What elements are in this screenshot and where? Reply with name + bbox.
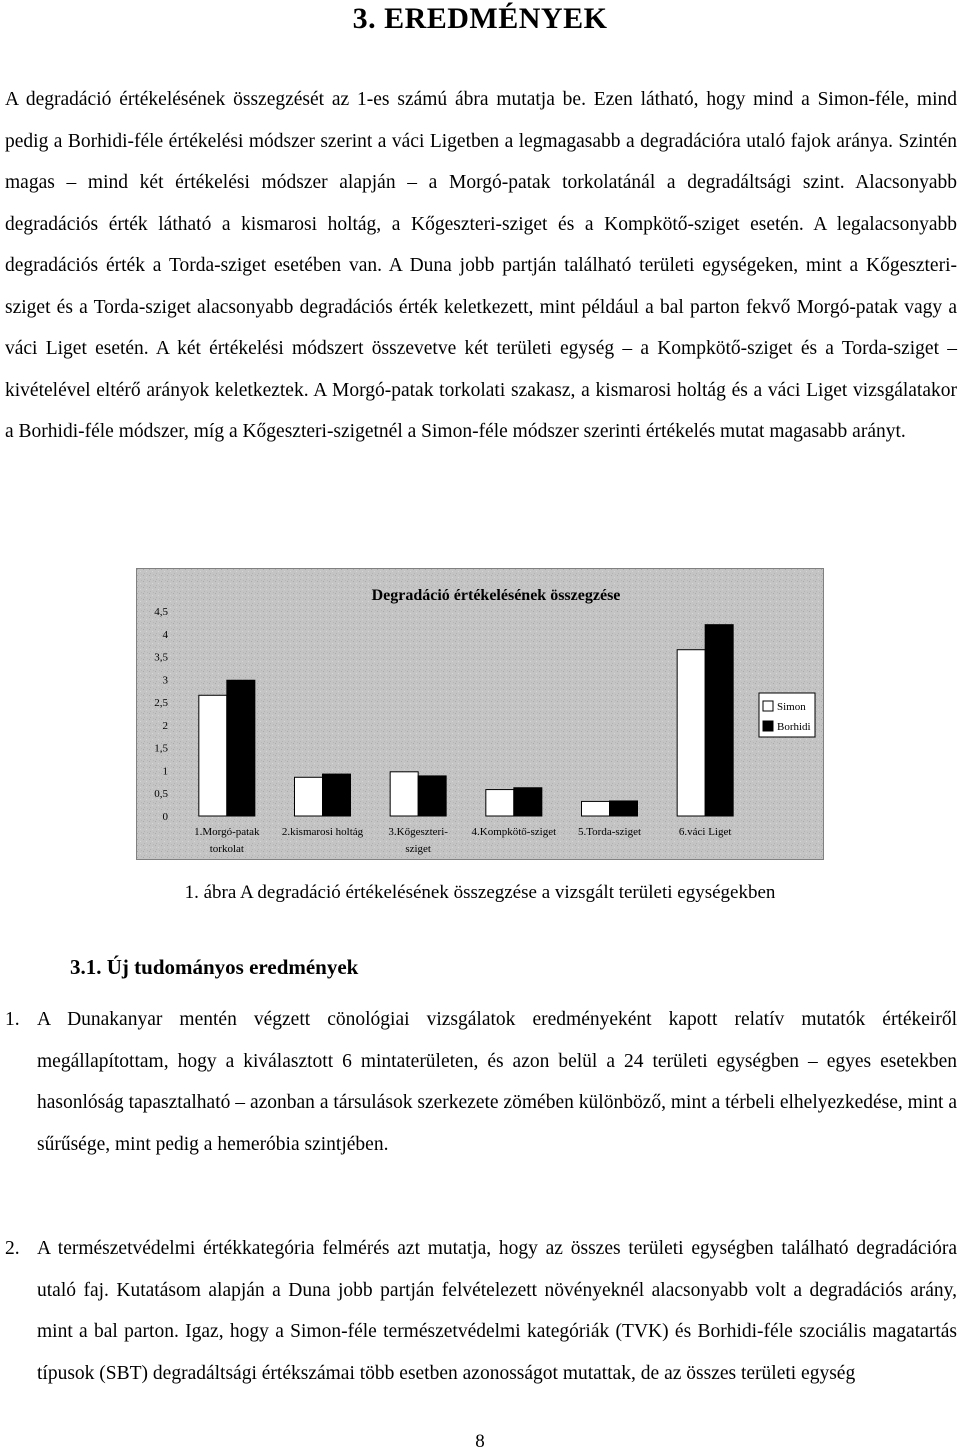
bar-borhidi (610, 801, 638, 816)
intro-paragraph: A degradáció értékelésének összegzését az 1-es számú ábra mutatja be. Ezen látható, hogy mind a Simon-féle, mind pedig a Borhidi-féle értékelési módszer szerint a váci Ligetben a legmagasabb a degradációra utaló fajok aránya. Szintén magas – mind két értékelési módszer alapján – a Morgó-patak torkolatánál a degradáltsági szint. Alacsonyabb degradációs érték látható a kismarosi holtág, a Kőgeszteri-sziget és a Kompkötő-sziget esetén. A legalacsonyabb degradációs érték a Torda-sziget esetében van. A Duna jobb partján található területi egységeken, mint a Kőgeszteri-sziget és a Torda-sziget alacsonyabb degradációs érték keletkezett, mint például a bal parton fekvő Morgó-patak vagy a váci Liget esetén. A két értékelési módszert összevetve két területi egység – a Kompkötő-sziget és a Torda-sziget – kivételével eltérő arányok keletkeztek. A Morgó-patak torkolati szakasz, a kismarosi holtág és a váci Liget vizsgálatakor a Borhidi-féle módszer, míg a Kőgeszteri-szigetnél a Simon-féle módszer szerinti értékelés mutat magasabb arányt. (5, 89, 957, 442)
x-tick-label: 1.Morgó-patak torkolat (194, 826, 260, 855)
bar-simon (390, 772, 418, 816)
result-number: 1. (5, 1009, 20, 1030)
y-tick-label: 2 (162, 719, 168, 732)
legend-swatch-simon (763, 701, 773, 711)
x-tick-label: 6.váci Liget (678, 826, 732, 838)
bar-simon (199, 695, 227, 816)
y-tick-label: 4 (162, 628, 168, 641)
bar-simon (582, 801, 610, 816)
bar-borhidi (323, 774, 351, 816)
chart-title: Degradáció értékelésének összegzése (371, 587, 621, 604)
x-tick-label: 5.Torda-sziget (577, 826, 642, 838)
bar-borhidi (514, 788, 542, 816)
figure-caption: 1. ábra A degradáció értékelésének összegzése a vizsgált területi egységekben (184, 882, 776, 903)
bar-simon (486, 790, 514, 816)
y-tick-label: 3,5 (154, 651, 168, 664)
section-title: 3. EREDMÉNYEK (352, 2, 608, 35)
y-tick-label: 3 (162, 674, 168, 687)
x-tick-label: 4.Kompkötő-sziget (471, 826, 557, 838)
legend-swatch-borhidi (763, 721, 773, 731)
degradation-chart (136, 568, 824, 860)
bar-borhidi (227, 680, 255, 816)
y-tick-label: 0,5 (154, 788, 168, 801)
y-tick-label: 0 (162, 811, 168, 823)
x-tick-label: 2.kismarosi holtág (281, 826, 364, 838)
bar-simon (677, 650, 705, 816)
subsection-heading: 3.1. Új tudományos eredmények (70, 955, 359, 979)
y-tick-label: 2,5 (154, 697, 168, 710)
bar-borhidi (418, 776, 446, 816)
chart-svg (136, 568, 824, 860)
result-number: 2. (5, 1238, 20, 1259)
bar-simon (295, 777, 323, 816)
y-tick-label: 1 (162, 765, 168, 778)
y-tick-label: 4,5 (154, 606, 168, 618)
legend-label-borhidi: Borhidi (777, 721, 811, 733)
y-tick-label: 1,5 (154, 742, 168, 755)
x-tick-label: 3.Kőgeszteri-sziget (388, 826, 448, 855)
result-text: A Dunakanyar mentén végzett cönológiai vizsgálatok eredményeként kapott relatív mutatók értékeiről megállapítottam, hogy a kiválasztott 6 mintaterületen, és azon belül a 24 területi egységben – egyes esetekben hasonlóság tapasztalható – azonban a társulások szerkezete zömében különböző, mint a térbeli elhelyezkedése, mint a sűrűsége, mint pedig a hemeróbia szintjében. (37, 1009, 957, 1155)
result-text: A természetvédelmi értékkategória felmérés azt mutatja, hogy az összes területi egységben található degradációra utaló faj. Kutatásom alapján a Duna jobb partján felvételezett növényeknél alacsonyabb volt a degradációs arány, mint a bal parton. Igaz, hogy a Simon-féle természetvédelmi kategóriák (TVK) és Borhidi-féle szociális magatartás típusok (SBT) degradáltsági értékszámai több esetben azonosságot mutattak, de az összes területi egység (37, 1238, 957, 1384)
bar-borhidi (705, 625, 733, 816)
page-number: 8 (475, 1431, 485, 1452)
legend-label-simon: Simon (777, 701, 806, 713)
